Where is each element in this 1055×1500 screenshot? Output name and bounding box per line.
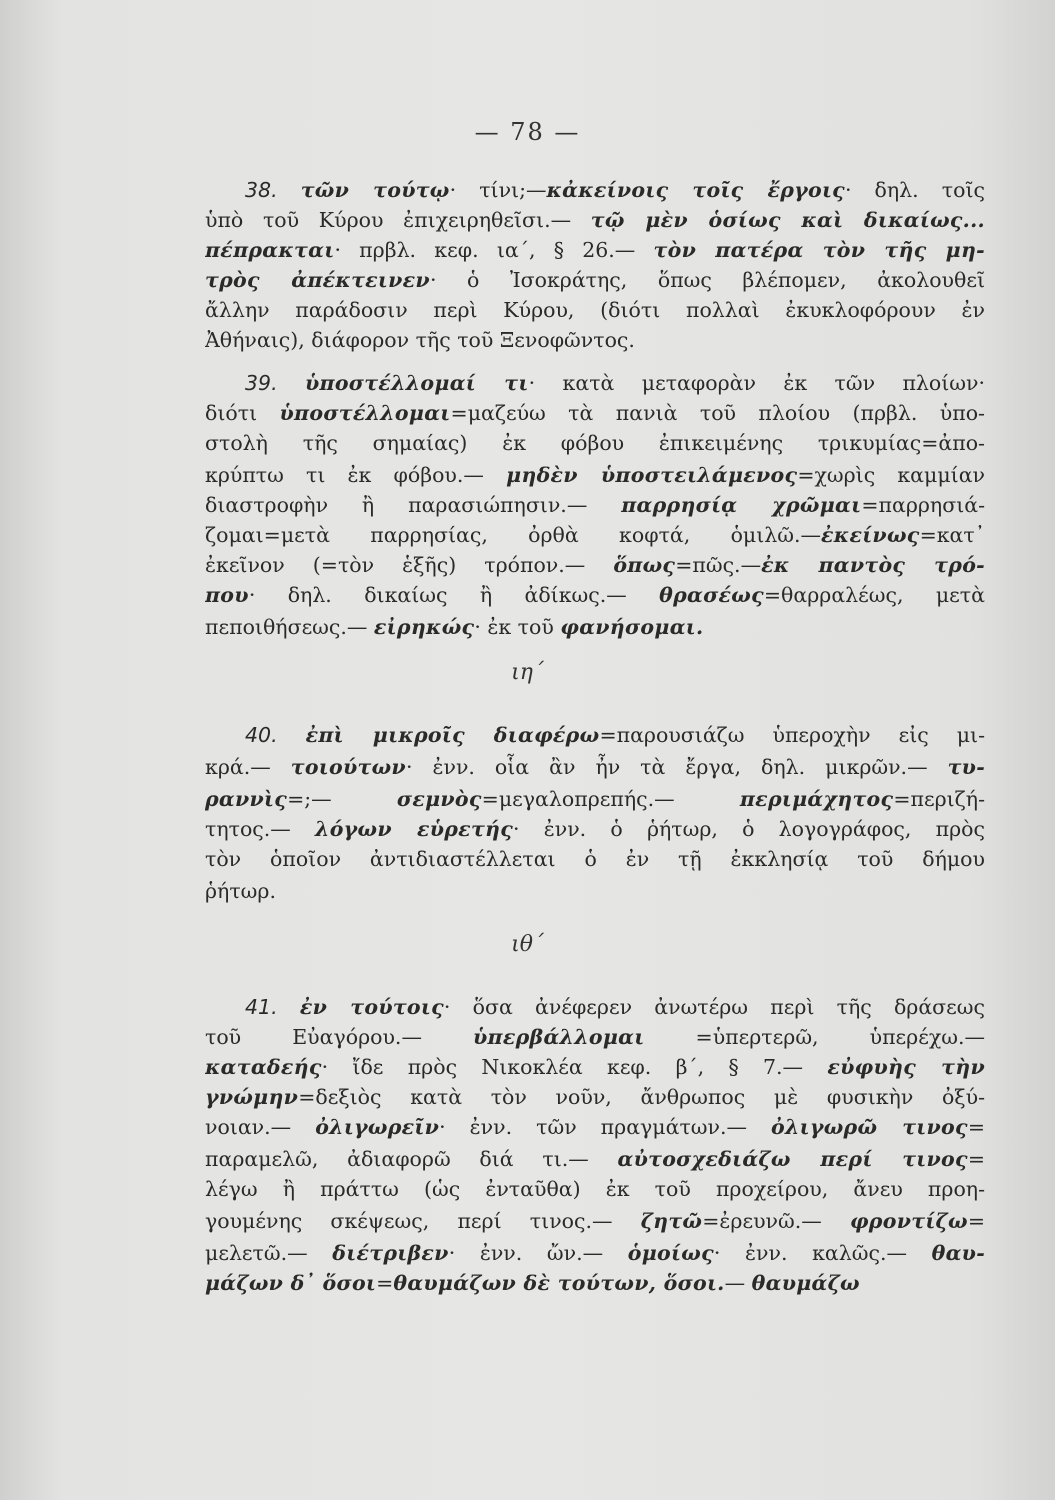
- lemma-term: τῷ μὲν ὁσίως καὶ δικαίως...: [590, 208, 985, 232]
- text-line: [205, 1144, 985, 1174]
- lemma-term: καταδεής: [205, 1055, 322, 1079]
- lemma-term: τοιούτων: [290, 755, 406, 779]
- lemma-term: τὸν πατέρα τὸν τῆς μη-: [653, 238, 985, 262]
- text-line: [205, 325, 985, 355]
- gloss-text: ἐκεῖνον (=τὸν ἑξῆς) τρόπον.—: [205, 553, 614, 577]
- text-line: [205, 844, 985, 874]
- text-line: [205, 1052, 985, 1082]
- text-line: [205, 992, 985, 1022]
- lemma-term: πέπρακται: [205, 238, 335, 262]
- text-line: [205, 235, 985, 265]
- text-line: [205, 520, 985, 550]
- gloss-text: · ἐνν. ὤν.—: [448, 1241, 628, 1265]
- gloss-text: · ἐνν. ὁ ῥήτωρ, ὁ λογογράφος, πρὸς: [513, 817, 985, 841]
- lemma-term: ὑπερβάλλομαι: [473, 1025, 645, 1049]
- gloss-text: κρύπτω τι ἐκ φόβου.—: [205, 463, 507, 487]
- text-line: [205, 1022, 985, 1052]
- lemma-term: ζητῶ: [640, 1209, 703, 1233]
- gloss-text: =κατ᾽: [919, 523, 985, 547]
- gloss-text: · ἐνν. καλῶς.—: [713, 1241, 932, 1265]
- lemma-term: παρρησίᾳ χρῶμαι: [621, 493, 862, 517]
- note-number: 39.: [245, 371, 305, 395]
- lemma-term: θαυμάζων δὲ τούτων, ὅσοι.: [393, 1271, 725, 1295]
- text-line: [205, 1268, 985, 1298]
- gloss-text: =: [376, 1271, 394, 1295]
- gloss-text: · δηλ. τοῖς: [844, 178, 985, 202]
- note-number: 38.: [245, 178, 301, 202]
- note-number: 41.: [245, 995, 300, 1019]
- lemma-term: ἐκ παντὸς τρό-: [761, 553, 985, 577]
- gloss-text: πεποιθήσεως.—: [205, 615, 374, 639]
- gloss-text: · ὁ Ἰσοκράτης, ὅπως βλέπομεν, ἀκολουθεῖ: [429, 268, 985, 292]
- gloss-text: μελετῶ.—: [205, 1241, 333, 1265]
- lemma-term: ἐν τούτοις: [299, 995, 444, 1019]
- lemma-term: ὀλιγωρῶ τινος: [771, 1115, 968, 1139]
- lemma-term: μηδὲν ὑποστειλάμενος: [506, 463, 798, 487]
- text-line: [205, 1082, 985, 1112]
- lemma-term: ραννὶς: [205, 787, 288, 811]
- note-number: 40.: [245, 723, 306, 747]
- text-line: [205, 460, 985, 490]
- text-line: [205, 175, 985, 205]
- text-line: [205, 814, 985, 844]
- lemma-term: ὀλιγωρεῖν: [315, 1115, 440, 1139]
- gloss-text: —: [724, 1271, 752, 1295]
- lemma-term: αὐτοσχεδιάζω περί τινος: [617, 1147, 968, 1171]
- gloss-text: · δηλ. δικαίως ἢ ἀδίκως.—: [248, 583, 660, 607]
- lemma-term: που: [205, 583, 249, 607]
- gloss-text: · κατὰ μεταφορὰν ἐκ τῶν πλοίων·: [528, 371, 985, 395]
- gloss-text: =ἐρευνῶ.—: [702, 1209, 850, 1233]
- gloss-text: =χωρὶς καμμίαν: [797, 463, 985, 487]
- lemma-term: τῶν τούτῳ: [300, 178, 450, 202]
- text-line: [205, 580, 985, 610]
- text-line: [205, 1238, 985, 1268]
- gloss-text: =παρρησιά-: [861, 493, 985, 517]
- text-line: [205, 720, 985, 750]
- text-line: [205, 1206, 985, 1236]
- gloss-text: ἄλλην παράδοσιν περὶ Κύρου, (διότι πολλαὶ ἐκυκλοφόρουν ἐν: [205, 298, 985, 322]
- page-number: — 78 —: [474, 118, 581, 146]
- gloss-text: =: [967, 1209, 985, 1233]
- gloss-text: · ἐνν. οἷα ἂν ἦν τὰ ἔργα, δηλ. μικρῶν.—: [405, 755, 948, 779]
- gloss-text: · τίνι;—: [449, 178, 547, 202]
- section-heading: ιθ΄: [511, 932, 544, 957]
- lemma-term: τρὸς ἀπέκτεινεν: [205, 268, 430, 292]
- gloss-text: παραμελῶ, ἀδιαφορῶ διά τι.—: [205, 1147, 618, 1171]
- text-line: [205, 550, 985, 580]
- lemma-term: θαυ-: [931, 1241, 985, 1265]
- gloss-text: =θαρραλέως, μετὰ: [763, 583, 985, 607]
- text-line: [205, 295, 985, 325]
- text-line: [205, 784, 985, 814]
- text-line: [205, 1174, 985, 1204]
- lemma-term: ὅπως: [613, 553, 676, 577]
- lemma-term: διέτριβεν: [332, 1241, 449, 1265]
- lemma-term: τυ-: [947, 755, 985, 779]
- text-line: [205, 265, 985, 295]
- gloss-text: · ἐκ τοῦ: [474, 615, 561, 639]
- gloss-text: λέγω ἢ πράττω (ὡς ἐνταῦθα) ἐκ τοῦ προχείρου, ἄνευ προη-: [205, 1177, 985, 1201]
- gloss-text: =: [967, 1115, 985, 1139]
- gloss-text: =δεξιὸς κατὰ τὸν νοῦν, ἄνθρωπος μὲ φυσικὴν ὀξύ-: [298, 1085, 985, 1109]
- lemma-term: γνώμην: [205, 1085, 299, 1109]
- gloss-text: ζομαι=μετὰ παρρησίας, ὀρθὰ κοφτά, ὁμιλῶ.—: [205, 523, 822, 547]
- lemma-term: εἰρηκώς: [373, 615, 475, 639]
- gloss-text: τητος.—: [205, 817, 316, 841]
- text-line: [205, 398, 985, 428]
- text-line: [205, 428, 985, 458]
- lemma-term: ὁμοίως: [627, 1241, 714, 1265]
- gloss-text: διότι: [205, 401, 280, 425]
- gloss-text: =παρουσιάζω ὑπεροχὴν εἰς μι-: [599, 723, 985, 747]
- gloss-text: νοιαν.—: [205, 1115, 316, 1139]
- gloss-text: =: [967, 1147, 985, 1171]
- gloss-text: =μαζεύω τὰ πανιὰ τοῦ πλοίου (πρβλ. ὑπο-: [450, 401, 985, 425]
- gloss-text: γουμένης σκέψεως, περί τινος.—: [205, 1209, 641, 1233]
- gloss-text: διαστροφὴν ἢ παρασιώπησιν.—: [205, 493, 622, 517]
- gloss-text: στολὴ τῆς σημαίας) ἐκ φόβου ἐπικειμένης τρικυμίας=ἀπο-: [205, 431, 985, 455]
- lemma-term: ἐκείνως: [821, 523, 920, 547]
- gloss-text: =;—: [287, 787, 397, 811]
- lemma-term: ὑποστέλλομαί τι: [305, 371, 529, 395]
- lemma-term: φροντίζω: [849, 1209, 968, 1233]
- gloss-text: ῥήτωρ.: [205, 879, 276, 903]
- lemma-term: σεμνὸς: [396, 787, 482, 811]
- text-line: [205, 368, 985, 398]
- gloss-text: =πῶς.—: [675, 553, 762, 577]
- gloss-text: =ὑπερτερῶ, ὑπερέχω.—: [644, 1025, 985, 1049]
- section-heading: ιη΄: [511, 660, 544, 685]
- gloss-text: τὸν ὁποῖον ἀντιδιαστέλλεται ὁ ἐν τῇ ἐκκλησίᾳ τοῦ δήμου: [205, 847, 985, 871]
- lemma-term: κἀκείνοις τοῖς ἔργοις: [546, 178, 845, 202]
- gloss-text: · πρβλ. κεφ. ια΄, § 26.—: [334, 238, 654, 262]
- lemma-term: περιμάχητος: [739, 787, 894, 811]
- text-line: [205, 752, 985, 782]
- lemma-term: μάζων δ᾽ ὅσοι: [205, 1271, 377, 1295]
- lemma-term: ὑποστέλλομαι: [279, 401, 451, 425]
- gloss-text: κρά.—: [205, 755, 291, 779]
- text-line: [205, 876, 985, 906]
- gloss-text: · ἐνν. τῶν πραγμάτων.—: [439, 1115, 772, 1139]
- gloss-text: =μεγαλοπρεπής.—: [481, 787, 740, 811]
- lemma-term: ἐπὶ μικροῖς διαφέρω: [305, 723, 600, 747]
- gloss-text: τοῦ Εὐαγόρου.—: [205, 1025, 474, 1049]
- lemma-term: εὐφυὴς τὴν: [827, 1055, 985, 1079]
- text-line: [205, 205, 985, 235]
- lemma-term: φανήσομαι.: [560, 615, 704, 639]
- gloss-text: · ὅσα ἀνέφερεν ἀνωτέρω περὶ τῆς δράσεως: [443, 995, 985, 1019]
- gloss-text: Ἀθήναις), διάφορον τῆς τοῦ Ξενοφῶντος.: [205, 328, 635, 352]
- text-line: [205, 612, 985, 642]
- lemma-term: λόγων εὑρετής: [315, 817, 514, 841]
- lemma-term: θαυμάζω: [751, 1271, 860, 1295]
- text-line: [205, 490, 985, 520]
- lemma-term: θρασέως: [659, 583, 764, 607]
- gloss-text: =περιζή-: [893, 787, 985, 811]
- text-line: [205, 1112, 985, 1142]
- gloss-text: · ἴδε πρὸς Νικοκλέα κεφ. β΄, § 7.—: [321, 1055, 828, 1079]
- gloss-text: ὑπὸ τοῦ Κύρου ἐπιχειρηθεῖσι.—: [205, 208, 591, 232]
